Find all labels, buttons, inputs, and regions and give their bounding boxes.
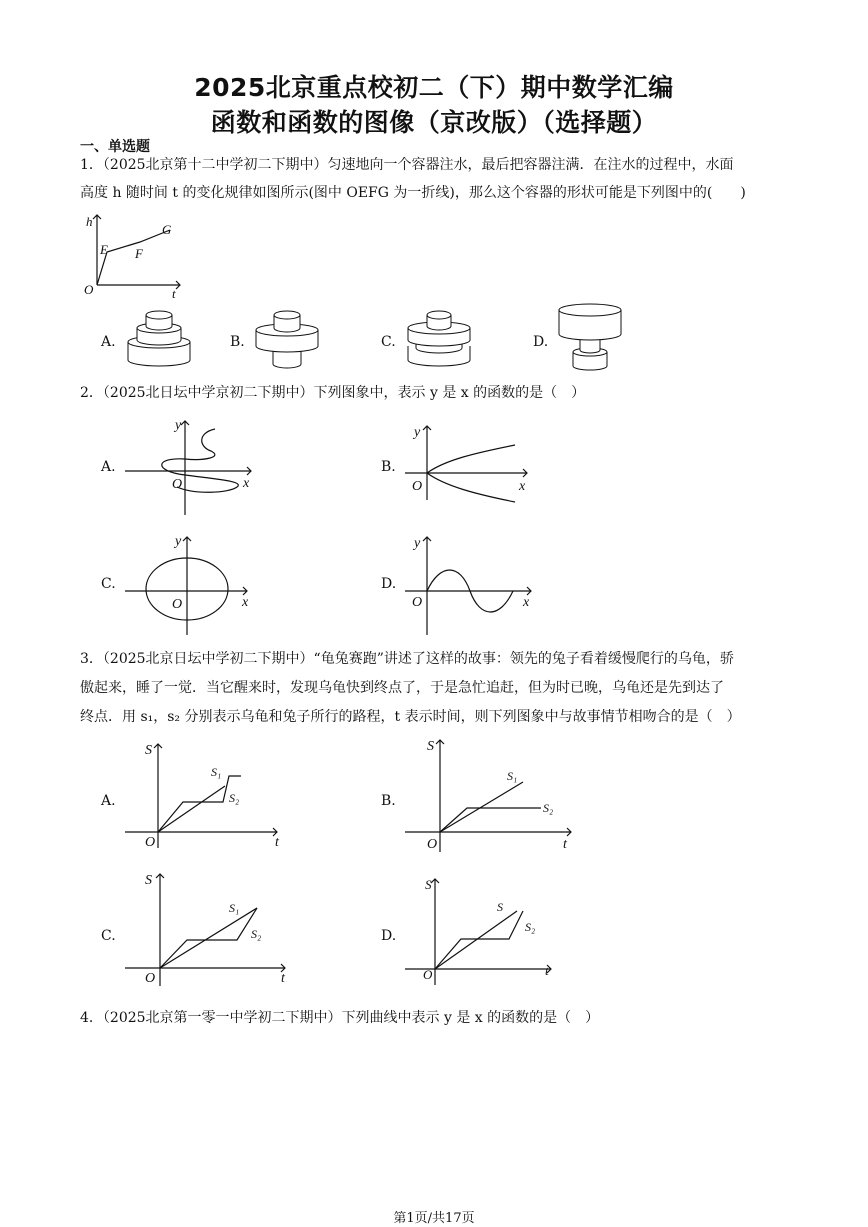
q3c-t: t xyxy=(281,971,285,986)
page-footer: 第1页/共17页 xyxy=(393,1211,475,1226)
q3-graph-c xyxy=(125,870,297,988)
q3-graph-d xyxy=(405,875,565,987)
q2-option-d-label: D. xyxy=(381,576,397,592)
q1-container-b xyxy=(253,308,325,372)
q3-graph-b xyxy=(405,736,585,854)
q1-option-a-label: A. xyxy=(101,334,116,350)
q2a-y: y xyxy=(175,418,182,433)
q1-container-c xyxy=(405,308,475,372)
question-3-line-3: 终点．用 s₁，s₂ 分别表示乌龟和兔子所行的路程，t 表示时间，则下列图象中与故事情节相吻合的是（ ） xyxy=(80,709,741,725)
q3a-s2: S₂ xyxy=(229,791,240,805)
question-3-line-2: 傲起来，睡了一觉．当它醒来时，发现乌龟快到终点了，于是急忙追赶，但为时已晚，乌龟还是先到达了 xyxy=(80,680,724,696)
question-3-line-1: 3．（2025北京日坛中学初二下期中）“龟兔赛跑”讲述了这样的故事：领先的兔子看着缓慢爬行的乌龟，骄 xyxy=(80,651,734,667)
q3c-s2: S₂ xyxy=(251,927,262,941)
question-1-line-2: 高度 h 随时间 t 的变化规律如图所示(图中 OEFG 为一折线)，那么这个容器的形状可能是下列图中的( ) xyxy=(80,185,746,201)
q1-option-c-label: C. xyxy=(381,334,396,350)
q3b-o: O xyxy=(427,837,438,852)
q3c-s1: S₁ xyxy=(229,901,240,915)
q2b-y: y xyxy=(414,425,421,440)
q3a-s1: S₁ xyxy=(211,765,222,779)
q1-option-b-label: B. xyxy=(230,334,245,350)
q1-container-d xyxy=(556,300,628,374)
q3b-s2: S₂ xyxy=(543,801,554,815)
section-heading: 一、单选题 xyxy=(80,139,150,155)
q2-graph-a xyxy=(125,415,265,520)
question-4-text: 4．（2025北京第一零一中学初二下期中）下列曲线中表示 y 是 x 的函数的是（ ） xyxy=(80,1010,600,1026)
q3d-s: S xyxy=(425,877,432,892)
page-title: 2025北京重点校初二（下）期中数学汇编 xyxy=(194,73,674,102)
q2-graph-b xyxy=(405,420,540,505)
q2c-o: O xyxy=(172,597,183,612)
q3d-s1: S xyxy=(497,900,503,914)
q3b-s1: S₁ xyxy=(507,769,518,783)
q2-graph-c xyxy=(125,533,260,638)
q1-axis-t: t xyxy=(172,286,176,301)
q1-axis-h: h xyxy=(86,214,93,229)
q3d-o: O xyxy=(423,967,433,982)
page-subtitle: 函数和函数的图像（京改版）（选择题） xyxy=(210,108,658,137)
q3d-t: t xyxy=(545,963,549,978)
q2-option-a-label: A. xyxy=(101,459,116,475)
q3a-t: t xyxy=(275,835,279,850)
q3d-s2: S₂ xyxy=(525,920,536,934)
question-2-text: 2．（2025北日坛中学京初二下期中）下列图象中，表示 y 是 x 的函数的是（ ） xyxy=(80,385,586,401)
q2b-o: O xyxy=(412,479,423,494)
q3-option-d-label: D. xyxy=(381,928,397,944)
q3-option-c-label: C. xyxy=(101,928,116,944)
q3a-s: S xyxy=(145,743,152,758)
q1-height-time-graph xyxy=(80,210,190,300)
q3-option-a-label: A. xyxy=(101,793,116,809)
q2b-x: x xyxy=(519,479,526,494)
q2d-y: y xyxy=(414,536,421,551)
q3-option-b-label: B. xyxy=(381,793,396,809)
q1-container-a xyxy=(125,308,195,370)
q3c-s: S xyxy=(145,873,152,888)
q1-origin: O xyxy=(84,282,94,297)
q3-graph-a xyxy=(125,740,290,850)
q1-option-d-label: D. xyxy=(533,334,549,350)
q2-option-c-label: C. xyxy=(101,576,116,592)
q2d-x: x xyxy=(523,595,530,610)
q3c-o: O xyxy=(145,971,156,986)
q2-option-b-label: B. xyxy=(381,459,396,475)
q2c-y: y xyxy=(175,534,182,549)
q2a-o: O xyxy=(172,477,183,492)
q2c-x: x xyxy=(242,595,249,610)
q1-point-e: E xyxy=(100,242,108,257)
q2-graph-d xyxy=(405,533,540,638)
q2d-o: O xyxy=(412,595,423,610)
q1-point-f: F xyxy=(135,246,143,261)
q3b-s: S xyxy=(427,739,434,754)
q3b-t: t xyxy=(563,837,567,852)
question-1-line-1: 1．（2025北京第十二中学初二下期中）匀速地向一个容器注水，最后把容器注满．在注水的过程中，水面 xyxy=(80,157,734,173)
q2a-x: x xyxy=(243,476,250,491)
q3a-o: O xyxy=(145,835,156,850)
q1-point-g: G xyxy=(162,222,172,237)
